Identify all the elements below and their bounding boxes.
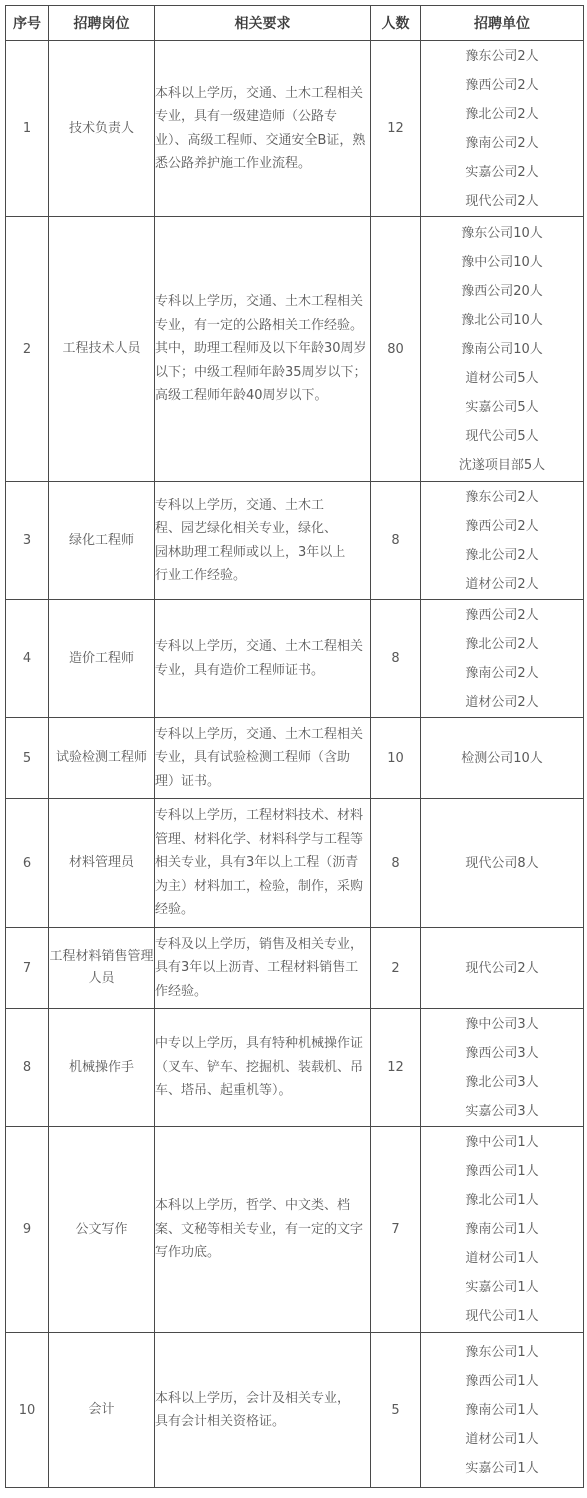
table-row [6, 41, 584, 217]
row-position: 技术负责人 [49, 41, 155, 217]
unit-item: 现代公司5人 [465, 428, 539, 444]
row-units [421, 217, 584, 482]
row-requirement: 专科以上学历，交通、土木工程相关专业，有一定的公路相关工作经验。其中，助理工程师及以下年龄30周岁以下；中级工程师年龄35周岁以下；高级工程师年龄40周岁以下。 [155, 294, 367, 404]
row-units [421, 41, 584, 217]
unit-item: 豫北公司2人 [465, 547, 539, 563]
row-units [421, 928, 584, 1009]
row-number: 3 [6, 482, 49, 600]
row-position: 公文写作 [49, 1127, 155, 1333]
unit-item: 检测公司10人 [461, 750, 543, 766]
row-requirement-cell [155, 1127, 371, 1333]
unit-item: 豫西公司2人 [465, 518, 539, 534]
row-position: 工程材料销售管理人员 [49, 928, 155, 1009]
row-requirement: 本科以上学历，会计及相关专业，具有会计相关资格证。 [155, 1390, 351, 1429]
unit-item: 现代公司2人 [465, 960, 539, 976]
row-requirement-cell [155, 799, 371, 928]
unit-item: 豫北公司10人 [461, 312, 543, 328]
unit-item: 沈遂项目部5人 [458, 457, 546, 473]
row-position: 会计 [49, 1333, 155, 1488]
row-requirement-cell [155, 217, 371, 482]
row-number: 2 [6, 217, 49, 482]
unit-item: 道材公司1人 [465, 1251, 539, 1266]
table-row [6, 1009, 584, 1127]
unit-item: 豫西公司20人 [461, 283, 543, 299]
unit-item: 豫北公司2人 [465, 636, 539, 652]
row-units [421, 799, 584, 928]
header-count: 人数 [371, 6, 421, 41]
row-requirement: 专科以上学历，工程材料技术、材料管理、材料化学、材料科学与工程等相关专业，具有3年以上工程（沥青为主）材料加工，检验，制作，采购经验。 [155, 808, 364, 918]
unit-item: 豫西公司1人 [465, 1373, 539, 1389]
unit-item: 道材公司2人 [465, 576, 539, 592]
table-row [6, 217, 584, 482]
row-count: 12 [371, 1009, 421, 1127]
row-units [421, 1009, 584, 1127]
row-position: 试验检测工程师 [49, 718, 155, 799]
row-count: 2 [371, 928, 421, 1009]
row-requirement-cell [155, 41, 371, 217]
unit-item: 现代公司8人 [465, 855, 539, 871]
unit-item: 豫南公司10人 [461, 341, 543, 357]
unit-item: 豫西公司2人 [465, 77, 539, 93]
row-count: 8 [371, 482, 421, 600]
row-number: 5 [6, 718, 49, 799]
row-requirement: 专科以上学历，交通、土木工程、园艺绿化相关专业，绿化、园林助理工程师或以上，3年以上行业工作经验。 [155, 497, 346, 583]
header-number: 序号 [6, 6, 49, 41]
unit-item: 豫中公司1人 [465, 1135, 539, 1150]
unit-item: 豫中公司3人 [465, 1016, 539, 1032]
row-requirement-cell [155, 482, 371, 600]
row-requirement: 专科以上学历，交通、土木工程相关专业，具有试验检测工程师（含助理）证书。 [155, 726, 364, 789]
row-units [421, 482, 584, 600]
row-count: 7 [371, 1127, 421, 1333]
row-units [421, 600, 584, 718]
unit-item: 豫南公司1人 [465, 1402, 539, 1418]
header-position: 招聘岗位 [49, 6, 155, 41]
row-number: 10 [6, 1333, 49, 1488]
unit-item: 豫西公司1人 [465, 1164, 539, 1179]
recruitment-table [5, 5, 584, 1488]
row-number: 9 [6, 1127, 49, 1333]
row-units [421, 1333, 584, 1488]
row-count: 5 [371, 1333, 421, 1488]
table-row [6, 799, 584, 928]
row-position: 机械操作手 [49, 1009, 155, 1127]
row-number: 4 [6, 600, 49, 718]
row-requirement: 本科以上学历，交通、土木工程相关专业，具有一级建造师（公路专业）、高级工程师、交通安全B证，熟悉公路养护施工作业流程。 [155, 85, 366, 171]
row-units [421, 1127, 584, 1333]
unit-item: 豫西公司3人 [465, 1045, 539, 1061]
row-count: 8 [371, 600, 421, 718]
unit-item: 豫中公司10人 [461, 254, 543, 270]
table-row [6, 928, 584, 1009]
unit-item: 实嘉公司5人 [465, 399, 539, 415]
row-count: 10 [371, 718, 421, 799]
unit-item: 豫南公司2人 [465, 135, 539, 151]
row-requirement: 中专以上学历，具有特种机械操作证（叉车、铲车、挖掘机、装载机、吊车、塔吊、起重机等）。 [155, 1036, 364, 1099]
header-row [6, 6, 584, 41]
row-position: 材料管理员 [49, 799, 155, 928]
table-row [6, 1333, 584, 1488]
unit-item: 实嘉公司2人 [465, 164, 539, 180]
row-requirement: 专科以上学历，交通、土木工程相关专业，具有造价工程师证书。 [155, 639, 364, 678]
row-requirement: 专科及以上学历，销售及相关专业，具有3年以上沥青、工程材料销售工作经验。 [155, 936, 364, 999]
row-requirement-cell [155, 928, 371, 1009]
row-number: 8 [6, 1009, 49, 1127]
row-units [421, 718, 584, 799]
unit-item: 豫东公司1人 [465, 1344, 539, 1360]
unit-item: 豫南公司2人 [465, 665, 539, 681]
unit-item: 豫北公司3人 [465, 1074, 539, 1090]
table-row [6, 482, 584, 600]
unit-item: 道材公司2人 [465, 694, 539, 710]
row-number: 7 [6, 928, 49, 1009]
unit-item: 现代公司1人 [465, 1309, 539, 1324]
table-row [6, 718, 584, 799]
unit-item: 豫东公司2人 [465, 48, 539, 64]
row-requirement-cell [155, 1333, 371, 1488]
header-units: 招聘单位 [421, 6, 584, 41]
unit-item: 道材公司1人 [465, 1431, 539, 1447]
header-requirements: 相关要求 [155, 6, 371, 41]
unit-item: 实嘉公司1人 [465, 1280, 539, 1295]
unit-item: 豫南公司1人 [465, 1222, 539, 1237]
row-count: 80 [371, 217, 421, 482]
row-requirement-cell [155, 1009, 371, 1127]
row-requirement: 本科以上学历，哲学、中文类、档案、文秘等相关专业，有一定的文字写作功底。 [155, 1198, 364, 1261]
unit-item: 豫北公司2人 [465, 106, 539, 122]
unit-item: 豫东公司10人 [461, 225, 543, 241]
unit-item: 现代公司2人 [465, 193, 539, 209]
row-count: 12 [371, 41, 421, 217]
row-position: 工程技术人员 [49, 217, 155, 482]
unit-item: 实嘉公司1人 [465, 1460, 539, 1476]
table-row [6, 1127, 584, 1333]
row-number: 1 [6, 41, 49, 217]
row-position: 绿化工程师 [49, 482, 155, 600]
unit-item: 实嘉公司3人 [465, 1103, 539, 1119]
table-row [6, 600, 584, 718]
unit-item: 豫西公司2人 [465, 607, 539, 623]
row-requirement-cell [155, 600, 371, 718]
unit-item: 豫北公司1人 [465, 1193, 539, 1208]
unit-item: 豫东公司2人 [465, 489, 539, 505]
row-number: 6 [6, 799, 49, 928]
row-requirement-cell [155, 718, 371, 799]
row-position: 造价工程师 [49, 600, 155, 718]
row-count: 8 [371, 799, 421, 928]
unit-item: 道材公司5人 [465, 370, 539, 386]
